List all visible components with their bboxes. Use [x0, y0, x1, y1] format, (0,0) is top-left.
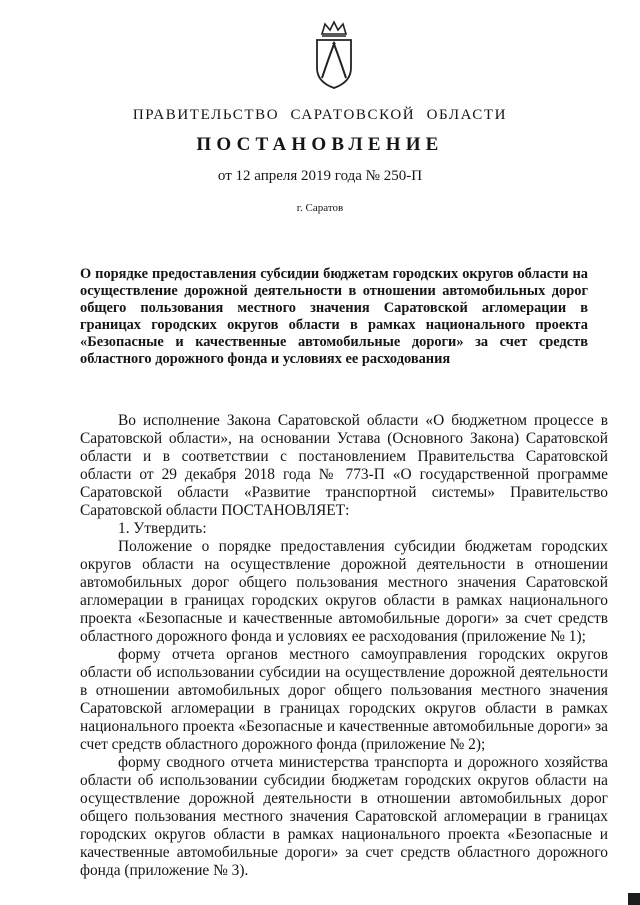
document-date-number: от 12 апреля 2019 года № 250-П — [217, 168, 423, 184]
document-subject: О порядке предоставления субсидии бюджетам городских округов области на осуществление дорожной деятельности в отношении автомобильных дорог общего пользования местного значения Саратовской агломерации в границах городских округов области в рамках национального проекта «Безопасные и качественные автомобильные дороги» за счет средств областного дорожного фонда и условиях ее расходования — [80, 266, 588, 367]
government-name: ПРАВИТЕЛЬСТВО САРАТОВСКОЙ ОБЛАСТИ — [132, 107, 508, 123]
document-type: ПОСТАНОВЛЕНИЕ — [196, 134, 444, 155]
document-body — [80, 412, 608, 880]
document-city: г. Саратов — [296, 202, 344, 214]
paragraph-report-form: форму отчета органов местного самоуправления городских округов области об использовании субсидии на осуществление дорожной деятельности в отношении автомобильных дорог общего пользования местного значения Саратовской агломерации в границах городских округов области в рамках национального проекта «Безопасные и качественные автомобильные дороги» за счет средств областного дорожного фонда (приложение № 2); — [80, 646, 608, 753]
paragraph-summary-report-form: форму сводного отчета министерства транспорта и дорожного хозяйства области об использовании субсидии бюджетам городских округов области на осуществление дорожной деятельности в отношении автомобильных дорог общего пользования местного значения Саратовской агломерации в границах городских округов области в рамках национального проекта «Безопасные и качественные автомобильные дороги» за счет средств областного дорожного фонда (приложение № 3). — [80, 754, 608, 879]
item-1: 1. Утвердить: — [118, 520, 207, 537]
saratov-coat-of-arms-icon — [309, 20, 359, 90]
paragraph-regulation: Положение о порядке предоставления субсидии бюджетам городских округов области на осуществление дорожной деятельности в отношении автомобильных дорог общего пользования местного значения Саратовской агломерации в границах городских округов области в рамках национального проекта «Безопасные и качественные автомобильные дороги» за счет средств областного дорожного фонда и условиях ее расходования (приложение № 1); — [80, 538, 608, 645]
scan-corner-mark — [628, 893, 640, 905]
preamble-paragraph: Во исполнение Закона Саратовской области «О бюджетном процессе в Саратовской области», на основании Устава (Основного Закона) Саратовской области и в соответствии с постановлением Правительства Саратовской области от 29 декабря 2018 года № 773-П «О государственной программе Саратовской области «Развитие транспортной системы» Правительство Саратовской области ПОСТАНОВЛЯЕТ: — [80, 412, 608, 519]
